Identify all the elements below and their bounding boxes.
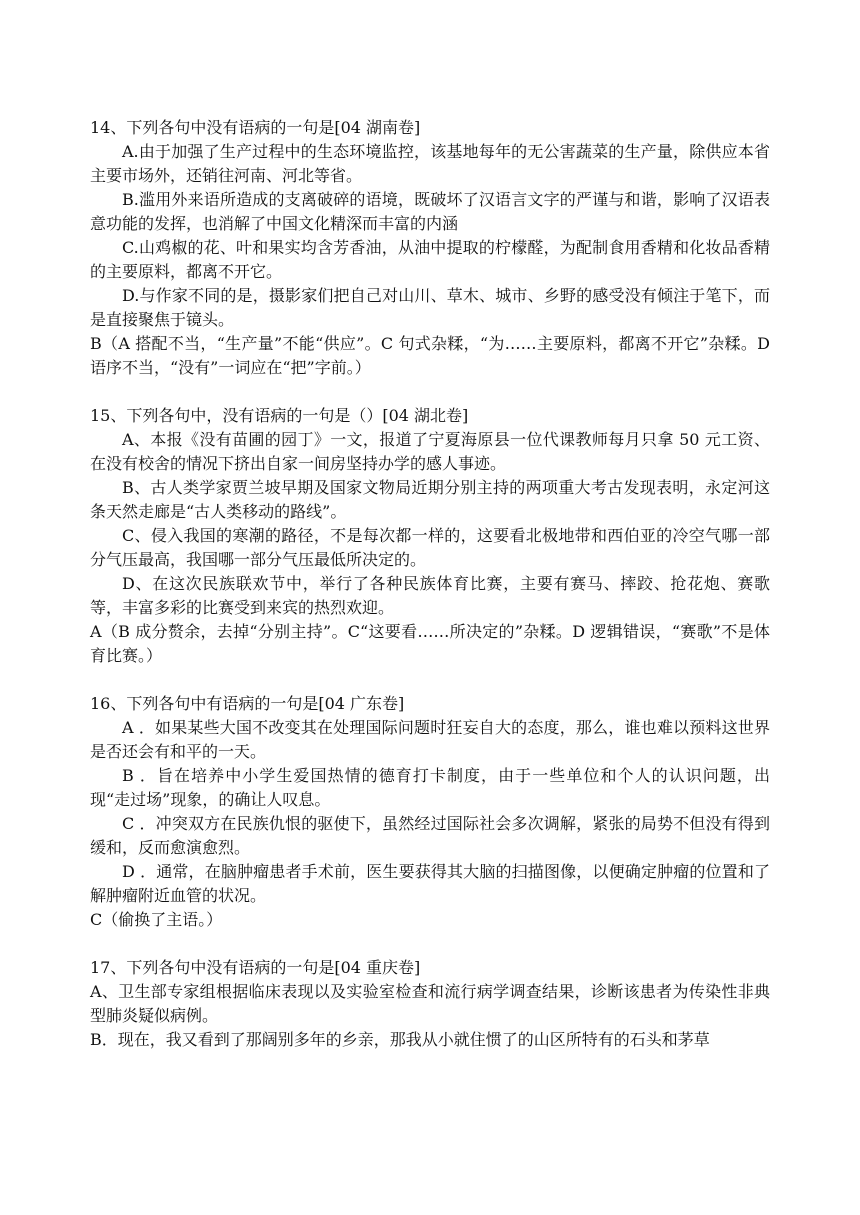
question-17 bbox=[90, 956, 770, 1052]
option-c: C.山鸡椒的花、叶和果实均含芳香油，从油中提取的柠檬醛，为配制食用香精和化妆品香精的主要原料，都离不开它。 bbox=[90, 238, 770, 281]
option-a: A、卫生部专家组根据临床表现以及实验室检查和流行病学调查结果，诊断该患者为传染性非典型肺炎疑似病例。 bbox=[90, 982, 770, 1025]
question-title: 14、下列各句中没有语病的一句是[04 湖南卷] bbox=[90, 118, 421, 137]
option-a: A、本报《没有苗圃的园丁》一文，报道了宁夏海原县一位代课教师每月只拿 50 元工资、在没有校舍的情况下挤出自家一间房坚持办学的感人事迹。 bbox=[90, 430, 770, 473]
option-d: D ．通常，在脑肿瘤患者手术前，医生要获得其大脑的扫描图像，以便确定肿瘤的位置和了解肿瘤附近血管的状况。 bbox=[90, 862, 770, 905]
answer-explanation: B（A 搭配不当，“生产量”不能“供应”。C 句式杂糅，“为……主要原料，都离不开它”杂糅。D 语序不当，“没有”一词应在“把”字前。） bbox=[90, 334, 770, 377]
option-b: B、古人类学家贾兰坡早期及国家文物局近期分别主持的两项重大考古发现表明，永定河这条天然走廊是“古人类移动的路线”。 bbox=[90, 478, 770, 521]
option-b: B ．旨在培养中小学生爱国热情的德育打卡制度，由于一些单位和个人的认识问题，出现“走过场”现象，的确让人叹息。 bbox=[90, 766, 770, 809]
option-a: A.由于加强了生产过程中的生态环境监控，该基地每年的无公害蔬菜的生产量，除供应本省主要市场外，还销往河南、河北等省。 bbox=[90, 142, 770, 185]
option-c: C、侵入我国的寒潮的路径，不是每次都一样的，这要看北极地带和西伯亚的冷空气哪一部分气压最高，我国哪一部分气压最低所决定的。 bbox=[90, 526, 770, 569]
question-title: 15、下列各句中，没有语病的一句是（）[04 湖北卷] bbox=[90, 406, 469, 425]
option-b: B．现在，我又看到了那阔别多年的乡亲，那我从小就住惯了的山区所特有的石头和茅草 bbox=[90, 1030, 710, 1049]
question-16 bbox=[90, 692, 770, 932]
answer-explanation: C（偷换了主语。） bbox=[90, 910, 223, 929]
option-d: D、在这次民族联欢节中，举行了各种民族体育比赛，主要有赛马、摔跤、抢花炮、赛歌等，丰富多彩的比赛受到来宾的热烈欢迎。 bbox=[90, 574, 770, 617]
question-title: 17、下列各句中没有语病的一句是[04 重庆卷] bbox=[90, 958, 421, 977]
option-d: D.与作家不同的是，摄影家们把自己对山川、草木、城市、乡野的感受没有倾注于笔下，而是直接聚焦于镜头。 bbox=[90, 286, 770, 329]
question-14 bbox=[90, 116, 770, 380]
question-15 bbox=[90, 404, 770, 668]
option-b: B.滥用外来语所造成的支离破碎的语境，既破坏了汉语言文字的严谨与和谐，影响了汉语表意功能的发挥，也消解了中国文化精深而丰富的内涵 bbox=[90, 190, 770, 233]
question-title: 16、下列各句中有语病的一句是[04 广东卷] bbox=[90, 694, 405, 713]
answer-explanation: A（B 成分赘余，去掉“分别主持”。C“这要看……所决定的”杂糅。D 逻辑错误，“赛歌”不是体育比赛。） bbox=[90, 622, 770, 665]
document-body bbox=[90, 116, 770, 1076]
option-a: A ．如果某些大国不改变其在处理国际问题时狂妄自大的态度，那么，谁也难以预料这世界是否还会有和平的一天。 bbox=[90, 718, 770, 761]
option-c: C ．冲突双方在民族仇恨的驱使下，虽然经过国际社会多次调解，紧张的局势不但没有得到缓和，反而愈演愈烈。 bbox=[90, 814, 770, 857]
